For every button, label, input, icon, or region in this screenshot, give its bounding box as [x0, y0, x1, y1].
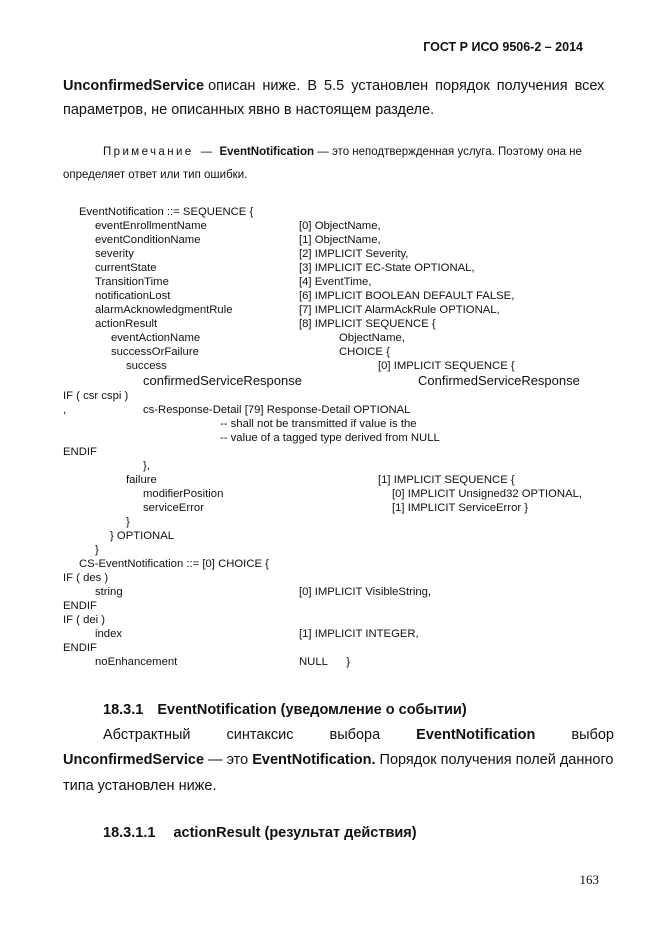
note-dash: — [200, 146, 213, 158]
code-line: eventConditionName [95, 234, 201, 246]
code-line: noEnhancement [95, 656, 178, 668]
code-line-type: [7] IMPLICIT AlarmAckRule OPTIONAL, [299, 304, 500, 316]
code-line-type: [6] IMPLICIT BOOLEAN DEFAULT FALSE, [299, 290, 515, 302]
section-heading-18-3-1-1 [103, 825, 417, 841]
code-line: }, [143, 460, 150, 472]
code-line: serviceError [143, 502, 204, 514]
code-line-type: CHOICE { [339, 346, 390, 358]
code-line-type: [4] EventTime, [299, 276, 372, 288]
code-line: modifierPosition [143, 488, 224, 500]
code-line: TransitionTime [95, 276, 169, 288]
intro-line-2: параметров, не описанных явно в настоящем разделе. [63, 102, 435, 118]
code-line-type: [2] IMPLICIT Severity, [299, 248, 409, 260]
code-line: EventNotification ::= SEQUENCE { [79, 206, 254, 218]
para-text: Порядок получения полей данного [379, 752, 614, 768]
note-term: EventNotification [219, 146, 315, 158]
section-number: 18.3.1 [103, 702, 144, 718]
para-word: Абстрактный [103, 727, 191, 743]
section-number: 18.3.1.1 [103, 825, 156, 841]
para-word: выбора [329, 727, 381, 743]
code-line: actionResult [95, 318, 158, 330]
code-line-type: [1] IMPLICIT INTEGER, [299, 628, 419, 640]
document-header: ГОСТ Р ИСО 9506-2 – 2014 [423, 40, 583, 54]
code-line: successOrFailure [111, 346, 199, 358]
para-word: синтаксис [226, 727, 294, 743]
note-line-1 [103, 146, 582, 158]
para-term: EventNotification. [252, 752, 376, 768]
code-line: IF ( csr cspi ) [63, 390, 129, 402]
section-paragraph-line-3: типа установлен ниже. [63, 778, 217, 794]
para-term: UnconfirmedService [63, 752, 205, 768]
code-line: eventEnrollmentName [95, 220, 207, 232]
code-line-type: [1] IMPLICIT SEQUENCE { [378, 474, 515, 486]
code-line: success [126, 360, 167, 372]
code-line: } [126, 516, 130, 528]
code-line-type: [1] ObjectName, [299, 234, 381, 246]
code-line-type: [0] ObjectName, [299, 220, 381, 232]
para-term: EventNotification [416, 727, 536, 743]
code-line: severity [95, 248, 134, 260]
code-line: string [95, 586, 123, 598]
code-line-type: [0] IMPLICIT Unsigned32 OPTIONAL, [392, 488, 583, 500]
code-line: currentState [95, 262, 157, 274]
code-line-type: cs-Response-Detail [79] Response-Detail OPTIONAL [143, 404, 411, 416]
section-title: EventNotification (уведомление о событии) [157, 702, 467, 718]
para-word: выбор [571, 727, 614, 743]
page-number: 163 [579, 872, 599, 887]
code-line: IF ( dei ) [63, 614, 106, 626]
code-line: , [63, 404, 67, 416]
code-line: CS-EventNotification ::= [0] CHOICE { [79, 558, 269, 570]
code-comment: -- value of a tagged type derived from NULL [220, 432, 440, 444]
section-paragraph-line-1 [103, 727, 614, 743]
code-line-type: [8] IMPLICIT SEQUENCE { [299, 318, 436, 330]
section-paragraph-line-2 [63, 752, 614, 768]
para-text: — это [208, 752, 249, 768]
code-line-type: [1] IMPLICIT ServiceError } [392, 502, 529, 514]
code-line: failure [126, 474, 157, 486]
code-line-type: [0] IMPLICIT SEQUENCE { [378, 360, 515, 372]
code-line: eventActionName [111, 332, 201, 344]
code-line: ENDIF [63, 600, 97, 612]
intro-line-1 [63, 78, 604, 94]
code-line: ENDIF [63, 446, 97, 458]
code-line: } OPTIONAL [110, 530, 175, 542]
note-label: Примечание [103, 146, 194, 158]
section-heading-18-3-1 [103, 702, 467, 718]
section-title: actionResult (результат действия) [173, 825, 417, 841]
code-comment: -- shall not be transmitted if value is the [220, 418, 417, 430]
code-line-type: NULL } [299, 656, 351, 668]
code-line: ENDIF [63, 642, 97, 654]
intro-line-1-text: описан ниже. В 5.5 установлен порядок получения всех [208, 78, 605, 94]
code-line-type: ConfirmedServiceResponse [418, 373, 580, 388]
intro-term: UnconfirmedService [63, 78, 205, 94]
code-line-type: ObjectName, [339, 332, 405, 344]
code-line: index [95, 628, 123, 640]
code-line: confirmedServiceResponse [143, 373, 302, 388]
code-line-type: [3] IMPLICIT EC-State OPTIONAL, [299, 262, 475, 274]
code-line: IF ( des ) [63, 572, 109, 584]
code-line: } [95, 544, 99, 556]
code-line: alarmAcknowledgmentRule [95, 304, 233, 316]
code-line: notificationLost [95, 290, 171, 302]
note-line-2: определяет ответ или тип ошибки. [63, 169, 248, 181]
code-line-type: [0] IMPLICIT VisibleString, [299, 586, 432, 598]
note-line-1-text: — это неподтвержденная услуга. Поэтому она не [317, 146, 582, 158]
